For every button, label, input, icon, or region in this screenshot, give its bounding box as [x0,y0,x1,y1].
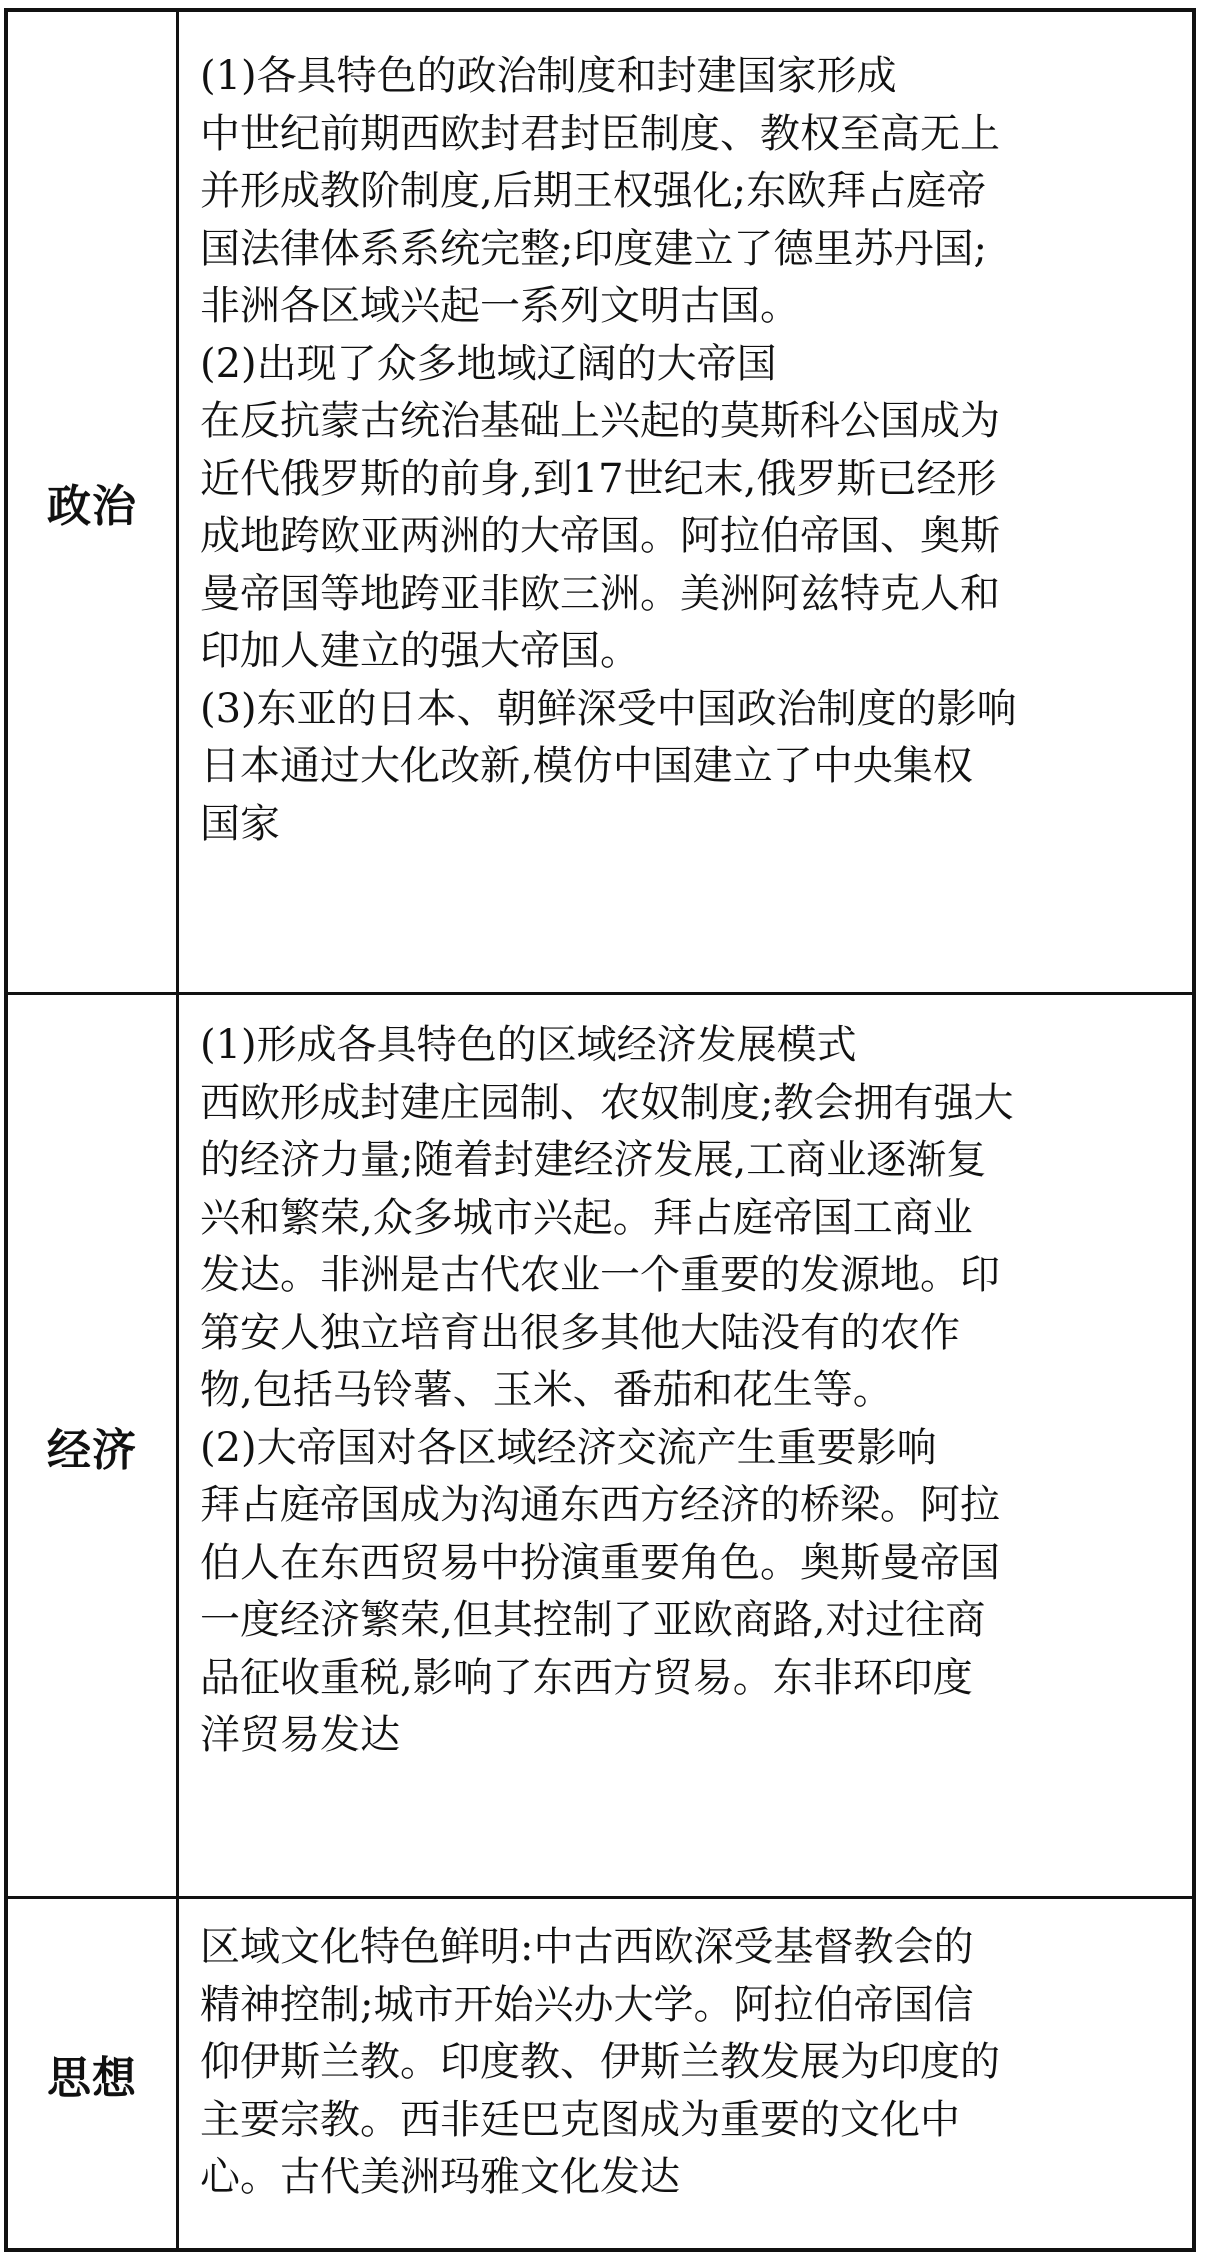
row-content-economy [200,1017,1174,1765]
content-line: 成地跨欧亚两洲的大帝国。阿拉伯帝国、奥斯 [200,513,1000,559]
table-row-economy [8,992,1192,1896]
content-line: 西欧形成封建庄园制、农奴制度;教会拥有强大 [200,1079,1014,1126]
content-line: (1)各具特色的政治制度和封建国家形成 [200,53,897,99]
content-line: 精神控制;城市开始兴办大学。阿拉伯帝国信 [200,1981,974,2028]
content-line: 曼帝国等地跨亚非欧三洲。美洲阿兹特克人和 [200,570,1000,617]
content-line: 印加人建立的强大帝国。 [200,628,640,674]
content-line: 在反抗蒙古统治基础上兴起的莫斯科公国成为 [200,398,1000,444]
content-line: 拜占庭帝国成为沟通东西方经济的桥梁。阿拉 [200,1482,1000,1528]
content-line: (3)东亚的日本、朝鲜深受中国政治制度的影响 [200,685,1017,732]
content-line: 并形成教阶制度,后期王权强化;东欧拜占庭帝 [200,168,987,214]
content-line: (2)出现了众多地域辽阔的大帝国 [200,340,777,387]
content-line: 第安人独立培育出很多其他大陆没有的农作 [200,1309,960,1356]
content-line: 心。古代美洲玛雅文化发达 [200,2154,680,2200]
table-row-politics [8,12,1192,992]
row-label-economy: 经济 [47,1424,137,1476]
content-line: 国家 [200,800,280,847]
content-line: 日本通过大化改新,模仿中国建立了中央集权 [200,743,973,789]
content-line: 中世纪前期西欧封君封臣制度、教权至高无上 [200,110,1000,157]
content-line: 非洲各区域兴起一系列文明古国。 [200,283,800,329]
content-line: 仰伊斯兰教。印度教、伊斯兰教发展为印度的 [200,2039,1000,2085]
row-content-thought [200,1919,1174,2207]
content-line: (2)大帝国对各区域经济交流产生重要影响 [200,1424,937,1471]
table-row-thought [8,1896,1192,2248]
content-line: 发达。非洲是古代农业一个重要的发源地。印 [200,1252,1000,1298]
content-line: 物,包括马铃薯、玉米、番茄和花生等。 [200,1367,893,1413]
content-line: 洋贸易发达 [200,1712,400,1758]
content-line: 伯人在东西贸易中扮演重要角色。奥斯曼帝国 [200,1539,1000,1586]
row-label-thought: 思想 [47,2052,137,2104]
history-summary-table [4,8,1196,2252]
row-label-politics: 政治 [47,481,137,532]
content-line: 兴和繁荣,众多城市兴起。拜占庭帝国工商业 [200,1194,973,1241]
content-line: 一度经济繁荣,但其控制了亚欧商路,对过往商 [200,1597,986,1643]
content-line: 近代俄罗斯的前身,到17世纪末,俄罗斯已经形 [200,455,997,502]
content-line: (1)形成各具特色的区域经济发展模式 [200,1022,857,1068]
content-line: 品征收重税,影响了东西方贸易。东非环印度 [200,1654,973,1701]
content-line: 主要宗教。西非廷巴克图成为重要的文化中 [200,2096,960,2143]
row-content-politics [200,48,1174,853]
content-line: 的经济力量;随着封建经济发展,工商业逐渐复 [200,1137,987,1183]
content-line: 国法律体系系统完整;印度建立了德里苏丹国; [200,225,987,272]
content-line: 区域文化特色鲜明:中古西欧深受基督教会的 [200,1924,974,1970]
